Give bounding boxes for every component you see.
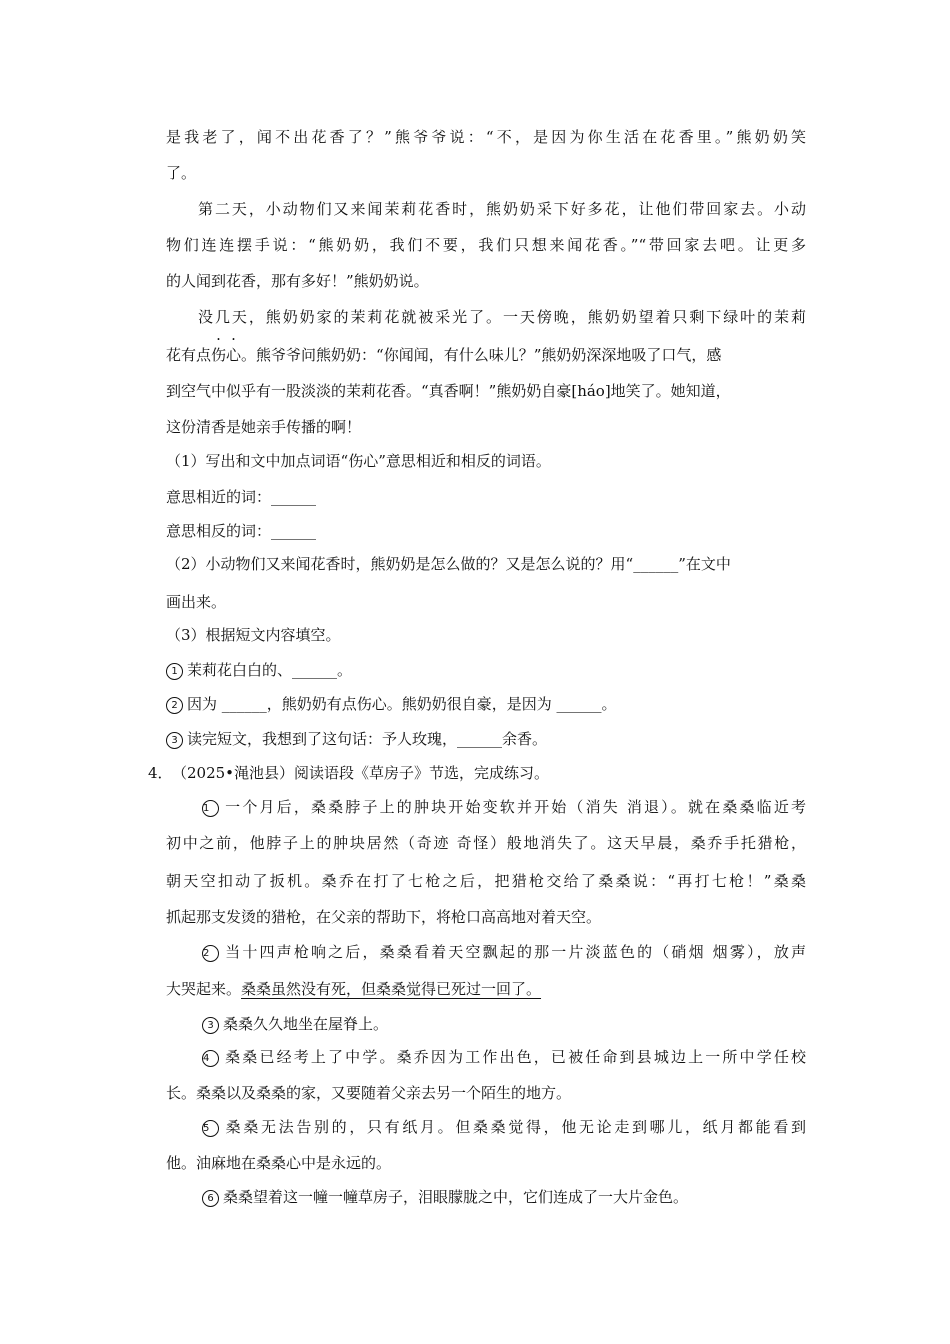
emphasis-dot-char: 心: [226, 346, 242, 364]
passage-text: 大哭起来。: [166, 980, 242, 998]
question-number: 4．: [148, 764, 173, 782]
passage-text: 当十四声枪响之后，桑桑看着天空飘起的那一片淡蓝色的（硝烟 烟雾），放声: [223, 943, 806, 961]
question-3-item: [166, 729, 806, 749]
question-2-cont: 画出来。: [166, 593, 227, 611]
story-line: 的人闻到花香，那有多好！”熊奶奶说。: [166, 272, 429, 290]
passage-text: 桑桑已经考上了中学。桑乔因为工作出色，已被任命到县城边上一所中学任校: [223, 1048, 806, 1066]
passage-text: 桑桑久久地坐在屋脊上。: [223, 1015, 389, 1033]
section-title: （2025•渑池县）阅读语段《草房子》节选，完成练习。: [172, 764, 550, 782]
circled-number: 1: [166, 663, 183, 680]
passage-line: 他。油麻地在桑桑心中是永远的。: [166, 1154, 392, 1172]
story-line: 是我老了，闻不出花香了？”熊爷爷说：“不，是因为你生活在花香里。”熊奶奶笑: [166, 128, 806, 146]
circled-number: 2: [166, 697, 183, 714]
story-line-emphasis: [166, 345, 806, 365]
circled-number: 3: [202, 1017, 219, 1034]
item-text: 茉莉花白白的、______。: [187, 661, 353, 679]
story-line: 了。: [166, 164, 197, 182]
answer-opposite: 意思相反的词：______: [166, 522, 317, 540]
passage-line: [202, 942, 806, 962]
passage-line: [202, 1187, 842, 1207]
story-line: 第二天，小动物们又来闻茉莉花香时，熊奶奶采下好多花，让他们带回家去。小动: [198, 200, 806, 218]
circled-number: 3: [166, 732, 183, 749]
circled-number: 4: [202, 1050, 219, 1067]
answer-similar: 意思相近的词：______: [166, 488, 317, 506]
question-2: （2）小动物们又来闻花香时，熊奶奶是怎么做的？又是怎么说的？用“______”在文中: [166, 555, 731, 573]
passage-text: 一个月后，桑桑脖子上的肿块开始变软并开始（消失 消退）。就在桑桑临近考: [223, 798, 806, 816]
passage-line: 朝天空扣动了扳机。桑乔在打了七枪之后，把猎枪交给了桑桑说：“再打七枪！”桑桑: [166, 872, 806, 890]
story-line: 没几天，熊奶奶家的茉莉花就被采光了。一天傍晚，熊奶奶望着只剩下绿叶的茉莉: [198, 308, 806, 326]
circled-number: 2: [202, 945, 219, 962]
passage-text: 桑桑望着这一幢一幢草房子，泪眼朦胧之中，它们连成了一大片金色。: [223, 1188, 689, 1206]
story-text: 花有点: [166, 346, 212, 364]
circled-number: 5: [202, 1120, 219, 1137]
passage-line: [202, 797, 806, 817]
item-text: 因为 ______，熊奶奶有点伤心。熊奶奶很自豪，是因为 ______。: [187, 695, 617, 713]
passage-line: 抓起那支发烫的猎枪，在父亲的帮助下，将枪口高高地对着天空。: [166, 908, 602, 926]
emphasis-dot-char: 伤: [211, 346, 227, 364]
passage-line: [202, 1047, 806, 1067]
passage-line: [166, 979, 806, 999]
story-text: 。熊爷爷问熊奶奶：“你闻闻，有什么味儿？”熊奶奶深深地吸了口气，感: [241, 346, 722, 364]
passage-text: 桑桑无法告别的，只有纸月。但桑桑觉得，他无论走到哪儿，纸月都能看到: [223, 1118, 806, 1136]
circled-number: 6: [202, 1190, 219, 1207]
story-line: 物们连连摆手说：“熊奶奶，我们不要，我们只想来闻花香。”“带回家去吧。让更多: [166, 236, 806, 254]
question-3-item: [166, 694, 806, 714]
passage-line: 长。桑桑以及桑桑的家，又要随着父亲去另一个陌生的地方。: [166, 1084, 572, 1102]
story-line: 到空气中似乎有一股淡淡的茉莉花香。“真香啊！”熊奶奶自豪[háo]地笑了。她知道，: [166, 382, 731, 400]
passage-line: [202, 1117, 806, 1137]
question-3: （3）根据短文内容填空。: [166, 626, 341, 644]
circled-number: 1: [202, 800, 219, 817]
passage-line: 初中之前，他脖子上的肿块居然（奇迹 奇怪）般地消失了。这天早晨，桑乔手托猎枪，: [166, 834, 806, 852]
question-1: （1）写出和文中加点词语“伤心”意思相近和相反的词语。: [166, 452, 551, 470]
item-text: 读完短文，我想到了这句话：予人玫瑰，______余香。: [187, 730, 548, 748]
question-3-item: [166, 660, 806, 680]
passage-line: [202, 1014, 842, 1034]
story-line: 这份清香是她亲手传播的啊！: [166, 418, 362, 436]
underlined-sentence: 桑桑虽然没有死，但桑桑觉得已死过一回了。: [241, 980, 542, 998]
